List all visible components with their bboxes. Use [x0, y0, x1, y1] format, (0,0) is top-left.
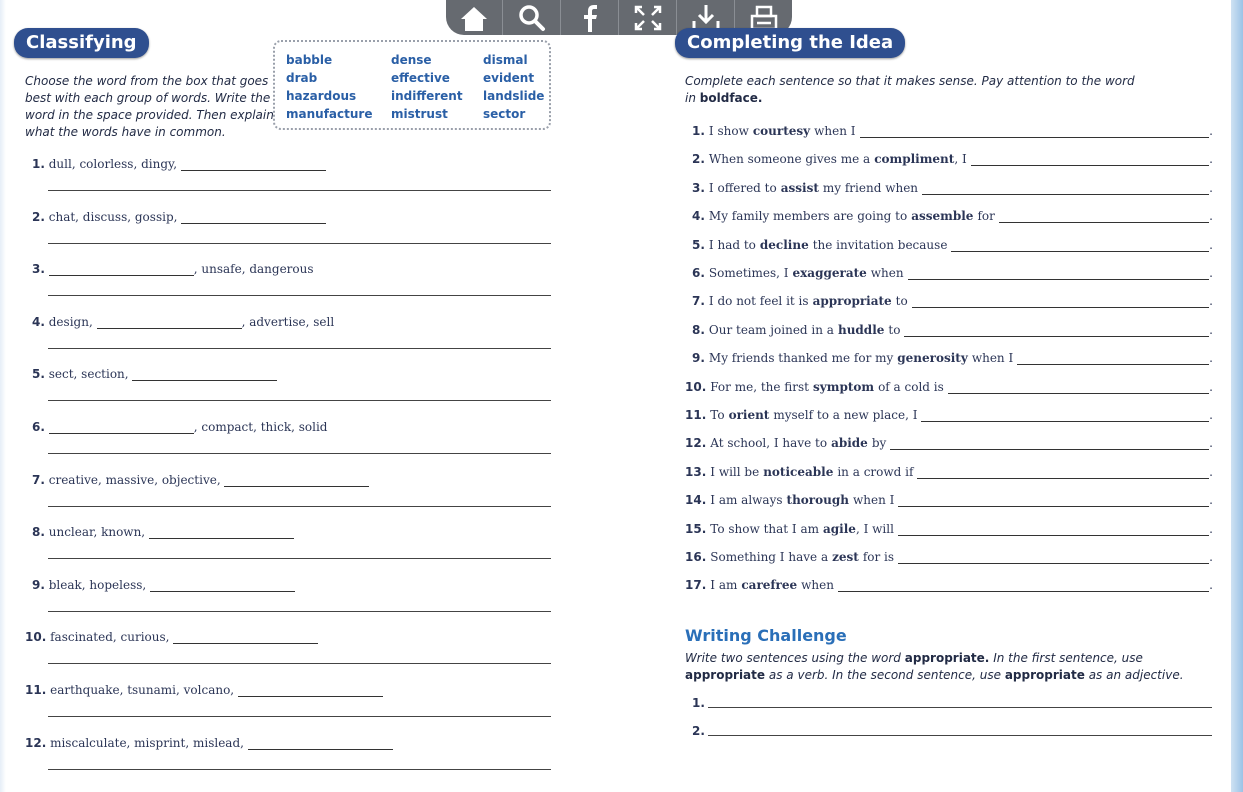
item-number: 8.	[692, 323, 705, 337]
answer-blank[interactable]	[248, 737, 393, 750]
sentence-text: to	[895, 294, 908, 308]
explanation-line[interactable]	[48, 295, 551, 296]
answer-blank[interactable]	[49, 263, 194, 276]
word-box-word: babble	[286, 53, 333, 67]
sentence-period: .	[1209, 323, 1213, 337]
item-number: 2.	[32, 210, 45, 224]
instruction-line	[685, 667, 1225, 684]
sentence-text: Our team joined in a	[708, 323, 834, 337]
vocabulary-word: compliment	[874, 152, 955, 166]
word-box-word: dismal	[483, 53, 528, 67]
writing-answer-line-1[interactable]	[708, 707, 1212, 708]
item-number: 13.	[685, 465, 707, 479]
answer-blank[interactable]	[181, 158, 326, 171]
sentence-item	[685, 465, 1213, 479]
sentence-period: .	[1209, 578, 1213, 592]
sentence-period: .	[1209, 294, 1213, 308]
sentence-text: of a cold is	[878, 380, 944, 394]
classify-item	[32, 157, 326, 171]
sentence-text: the invitation because	[812, 238, 948, 252]
item-clue-words: chat, discuss, gossip,	[48, 210, 178, 224]
page-right-edge	[1231, 0, 1243, 792]
instruction-line: Complete each sentence so that it makes sense. Pay attention to the word	[685, 74, 1135, 88]
sentence-period: .	[1209, 465, 1213, 479]
instruction-bold: appropriate	[1004, 668, 1085, 682]
sentence-text: , I will	[855, 522, 894, 536]
answer-blank[interactable]	[951, 239, 1209, 252]
item-number: 9.	[32, 578, 45, 592]
item-clue-words: fascinated, curious,	[50, 630, 170, 644]
item-number: 10.	[685, 380, 707, 394]
word-box-word: indifferent	[391, 89, 463, 103]
item-number: 4.	[32, 315, 45, 329]
word-box-word: evident	[483, 71, 535, 85]
item-number: 1.	[692, 696, 705, 710]
sentence-text: I will be	[710, 465, 760, 479]
explanation-line[interactable]	[48, 611, 551, 612]
item-number: 6.	[692, 266, 705, 280]
sentence-text: when I	[852, 493, 895, 507]
classify-item	[32, 315, 334, 329]
vocabulary-word: symptom	[813, 380, 875, 394]
fullscreen-button[interactable]	[620, 0, 677, 35]
search-button[interactable]	[504, 0, 561, 35]
answer-blank[interactable]	[838, 579, 1209, 592]
sentence-item	[685, 578, 1213, 592]
explanation-line[interactable]	[48, 769, 551, 770]
item-number: 14.	[685, 493, 707, 507]
classify-item	[32, 210, 326, 224]
sentence-item	[685, 436, 1213, 450]
word-box-word: landslide	[483, 89, 545, 103]
answer-blank[interactable]	[898, 494, 1209, 507]
instruction-text: In the first sentence, use	[993, 651, 1143, 665]
classify-item	[32, 367, 277, 381]
word-box-word: effective	[391, 71, 450, 85]
item-number: 12.	[25, 736, 47, 750]
search-icon	[517, 4, 547, 32]
instruction-text: Write two sentences using the word	[685, 651, 901, 665]
classify-item	[32, 262, 314, 276]
sentence-period: .	[1209, 266, 1213, 280]
item-clue-words: , compact, thick, solid	[193, 420, 328, 434]
item-number: 4.	[692, 209, 705, 223]
sentence-period: .	[1209, 550, 1213, 564]
vocabulary-word: assemble	[911, 209, 974, 223]
answer-blank[interactable]	[49, 421, 194, 434]
sentence-text: when	[870, 266, 904, 280]
sentence-period: .	[1209, 522, 1213, 536]
home-icon	[459, 4, 489, 32]
writing-item-1	[692, 696, 705, 710]
item-clue-words: miscalculate, misprint, mislead,	[50, 736, 244, 750]
page-left-edge	[0, 0, 6, 792]
sentence-text: when	[801, 578, 834, 592]
answer-blank[interactable]	[999, 210, 1209, 223]
classify-item	[25, 683, 383, 697]
sentence-item	[692, 323, 1213, 337]
instruction-bold: boldface.	[699, 91, 763, 105]
item-number: 17.	[685, 578, 707, 592]
answer-blank[interactable]	[181, 211, 326, 224]
sentence-item	[692, 209, 1213, 223]
answer-blank[interactable]	[132, 368, 277, 381]
word-box-word: dense	[391, 53, 432, 67]
word-box-word: manufacture	[286, 107, 373, 121]
item-number: 1.	[32, 157, 45, 171]
answer-blank[interactable]	[1017, 352, 1209, 365]
sentence-text: I show	[708, 124, 749, 138]
answer-blank[interactable]	[921, 409, 1209, 422]
writing-challenge-title: Writing Challenge	[685, 626, 847, 645]
sentence-text: My friends thanked me for my	[708, 351, 894, 365]
sentence-period: .	[1209, 238, 1213, 252]
explanation-line[interactable]	[48, 243, 551, 244]
writing-item-2	[692, 724, 705, 738]
completing-instructions	[685, 73, 1225, 107]
vocabulary-word: thorough	[786, 493, 849, 507]
word-box-word: sector	[483, 107, 526, 121]
answer-blank[interactable]	[908, 267, 1210, 280]
sentence-text: For me, the first	[710, 380, 810, 394]
vocabulary-word: assist	[780, 181, 819, 195]
item-number: 3.	[692, 181, 705, 195]
facebook-button[interactable]	[562, 0, 619, 35]
explanation-line[interactable]	[48, 663, 551, 664]
answer-blank[interactable]	[890, 437, 1209, 450]
instruction-text: in	[685, 91, 696, 105]
item-number: 3.	[32, 262, 45, 276]
item-number: 7.	[32, 473, 45, 487]
item-number: 15.	[685, 522, 707, 536]
classify-item	[32, 473, 369, 487]
answer-blank[interactable]	[238, 684, 383, 697]
sentence-text: Something I have a	[710, 550, 829, 564]
sentence-text: I offered to	[708, 181, 777, 195]
item-number: 10.	[25, 630, 47, 644]
vocabulary-word: orient	[728, 408, 770, 422]
sentence-text: Sometimes, I	[708, 266, 789, 280]
instruction-line: what the words have in common.	[25, 125, 226, 139]
sentence-text: my friend when	[822, 181, 919, 195]
sentence-text: by	[871, 436, 887, 450]
word-box-word: drab	[286, 71, 318, 85]
explanation-line[interactable]	[48, 453, 551, 454]
sentence-text: I do not feel it is	[708, 294, 809, 308]
item-clue-words: bleak, hopeless,	[48, 578, 147, 592]
explanation-line[interactable]	[48, 190, 551, 191]
classify-item	[25, 736, 393, 750]
item-number: 6.	[32, 420, 45, 434]
sentence-text: when I	[814, 124, 856, 138]
classifying-instructions	[25, 73, 275, 141]
word-box-word: hazardous	[286, 89, 357, 103]
facebook-icon	[575, 4, 605, 32]
writing-challenge-instructions	[685, 650, 1225, 684]
sentence-text: When someone gives me a	[708, 152, 871, 166]
vocabulary-word: appropriate	[812, 294, 892, 308]
sentence-item	[692, 124, 1213, 138]
vocabulary-word: noticeable	[763, 465, 834, 479]
sentence-text: To	[710, 408, 725, 422]
sentence-item	[692, 266, 1213, 280]
sentence-item	[685, 408, 1213, 422]
vocabulary-word: exaggerate	[792, 266, 867, 280]
sentence-item	[692, 181, 1213, 195]
sentence-text: for is	[862, 550, 895, 564]
sentence-item	[685, 550, 1213, 564]
sentence-item	[685, 380, 1213, 394]
sentence-text: in a crowd if	[837, 465, 914, 479]
answer-blank[interactable]	[149, 526, 294, 539]
fullscreen-icon	[633, 4, 663, 32]
vocabulary-word: zest	[832, 550, 859, 564]
item-clue-words: , unsafe, dangerous	[193, 262, 314, 276]
sentence-period: .	[1209, 493, 1213, 507]
classify-item	[32, 420, 327, 434]
word-box-word: mistrust	[391, 107, 448, 121]
answer-blank[interactable]	[224, 474, 369, 487]
instruction-bold: appropriate	[685, 668, 766, 682]
sentence-text: to	[888, 323, 901, 337]
classifying-title: Classifying	[14, 28, 149, 58]
item-number: 5.	[692, 238, 705, 252]
explanation-line[interactable]	[48, 400, 551, 401]
item-number: 7.	[692, 294, 705, 308]
sentence-item	[692, 351, 1213, 365]
item-number: 11.	[25, 683, 47, 697]
vocabulary-word: courtesy	[752, 124, 811, 138]
explanation-line[interactable]	[48, 716, 551, 717]
answer-blank[interactable]	[150, 579, 295, 592]
answer-blank[interactable]	[173, 631, 318, 644]
answer-blank[interactable]	[917, 466, 1209, 479]
sentence-text: At school, I have to	[710, 436, 828, 450]
sentence-period: .	[1209, 351, 1213, 365]
vocabulary-word: agile	[823, 522, 856, 536]
vocabulary-word: carefree	[741, 578, 798, 592]
sentence-period: .	[1209, 209, 1213, 223]
vocabulary-word: huddle	[837, 323, 885, 337]
sentence-text: , I	[954, 152, 967, 166]
vocabulary-word: generosity	[897, 351, 968, 365]
item-number: 2.	[692, 724, 705, 738]
explanation-line[interactable]	[48, 506, 551, 507]
sentence-period: .	[1209, 436, 1213, 450]
item-clue-words: unclear, known,	[48, 525, 146, 539]
item-number: 1.	[692, 124, 705, 138]
instruction-line: best with each group of words. Write the	[25, 91, 271, 105]
answer-blank[interactable]	[912, 295, 1209, 308]
sentence-item	[692, 238, 1213, 252]
instruction-line: word in the space provided. Then explain	[25, 108, 274, 122]
answer-blank[interactable]	[971, 153, 1209, 166]
item-number: 11.	[685, 408, 707, 422]
item-clue-words: dull, colorless, dingy,	[48, 157, 178, 171]
item-number: 8.	[32, 525, 45, 539]
item-number: 16.	[685, 550, 707, 564]
item-clue-words: sect, section,	[48, 367, 129, 381]
item-number: 2.	[692, 152, 705, 166]
sentence-text: I had to	[708, 238, 756, 252]
sentence-text: To show that I am	[710, 522, 820, 536]
sentence-item	[685, 493, 1213, 507]
classify-item	[32, 578, 295, 592]
answer-blank[interactable]	[860, 125, 1210, 138]
instruction-line: Choose the word from the box that goes	[25, 74, 269, 88]
sentence-text: I am always	[710, 493, 783, 507]
writing-answer-line-2[interactable]	[708, 735, 1212, 736]
instruction-text: as a verb. In the second sentence, use	[768, 668, 1001, 682]
sentence-item	[692, 152, 1213, 166]
sentence-period: .	[1209, 380, 1213, 394]
sentence-period: .	[1209, 124, 1213, 138]
instruction-bold: appropriate.	[904, 651, 990, 665]
answer-blank[interactable]	[904, 324, 1209, 337]
sentence-text: I am	[710, 578, 738, 592]
home-button[interactable]	[446, 0, 503, 35]
item-clue-words: earthquake, tsunami, volcano,	[50, 683, 235, 697]
vocabulary-word: abide	[831, 436, 868, 450]
answer-blank[interactable]	[922, 182, 1209, 195]
sentence-period: .	[1209, 152, 1213, 166]
item-number: 5.	[32, 367, 45, 381]
answer-blank[interactable]	[97, 316, 242, 329]
instruction-line	[685, 90, 1225, 107]
item-number: 12.	[685, 436, 707, 450]
instruction-line	[685, 650, 1225, 667]
answer-blank[interactable]	[898, 523, 1209, 536]
sentence-text: for	[977, 209, 995, 223]
sentence-text: when I	[971, 351, 1014, 365]
sentence-period: .	[1209, 181, 1213, 195]
sentence-text: My family members are going to	[708, 209, 908, 223]
answer-blank[interactable]	[898, 551, 1209, 564]
item-number: 9.	[692, 351, 705, 365]
instruction-text: as an adjective.	[1088, 668, 1184, 682]
sentence-period: .	[1209, 408, 1213, 422]
answer-blank[interactable]	[948, 381, 1209, 394]
sentence-text: myself to a new place, I	[773, 408, 918, 422]
completing-title: Completing the Idea	[675, 28, 905, 58]
explanation-line[interactable]	[48, 558, 551, 559]
vocabulary-word: decline	[759, 238, 809, 252]
classify-item	[25, 630, 318, 644]
sentence-item	[685, 522, 1213, 536]
explanation-line[interactable]	[48, 348, 551, 349]
item-clue-words: creative, massive, objective,	[48, 473, 221, 487]
item-clue-words: , advertise, sell	[241, 315, 335, 329]
sentence-item	[692, 294, 1213, 308]
item-clue-words: design,	[48, 315, 93, 329]
classify-item	[32, 525, 294, 539]
